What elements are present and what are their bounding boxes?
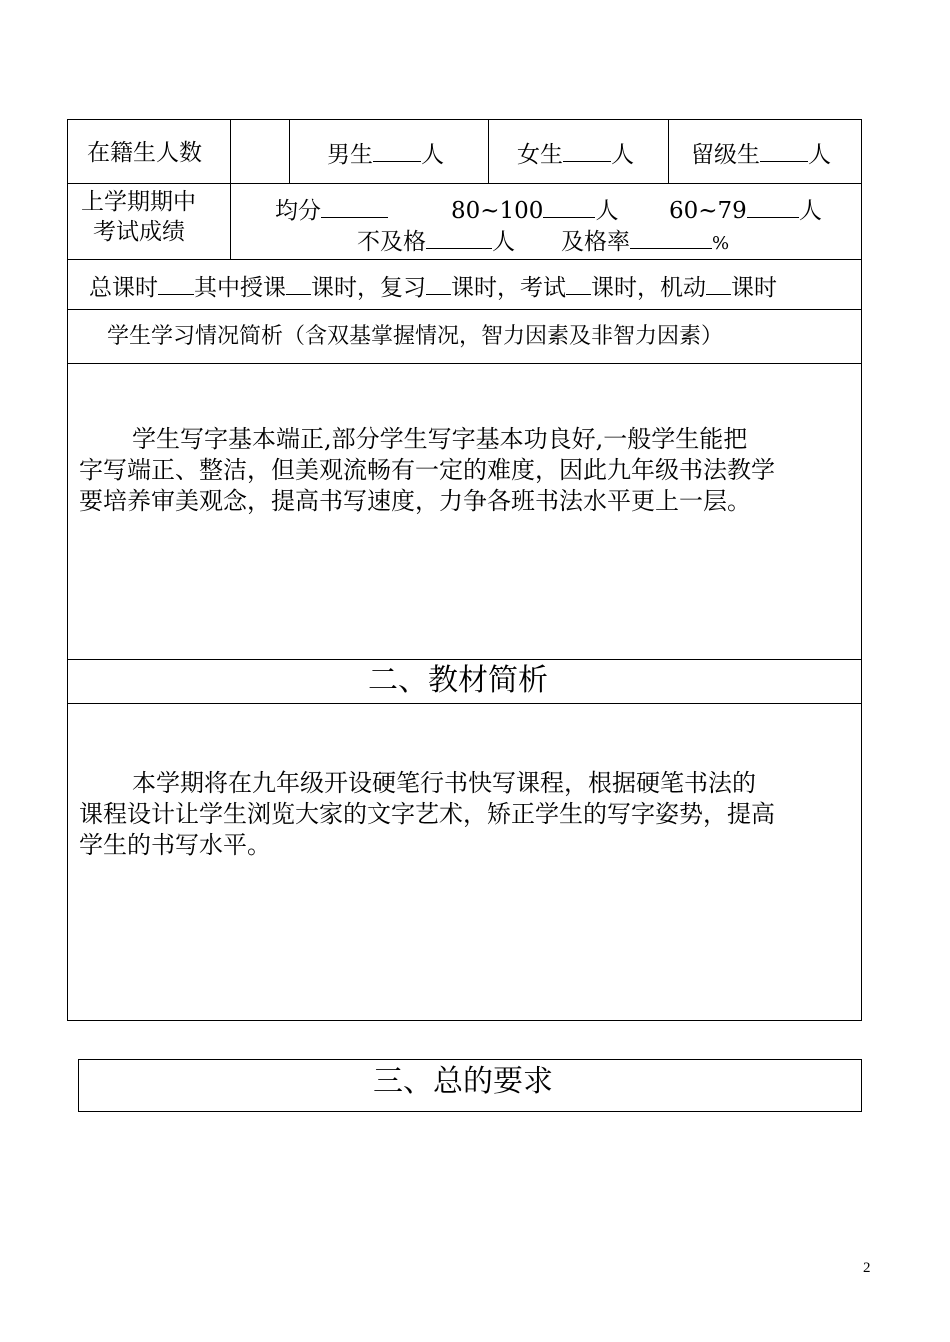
male-label: 男生 bbox=[327, 142, 373, 168]
pass-rate-blank[interactable] bbox=[630, 226, 712, 249]
pass-rate-field bbox=[561, 226, 729, 258]
total-hours-blank[interactable] bbox=[158, 272, 194, 295]
female-blank[interactable] bbox=[563, 139, 611, 162]
average-score-field bbox=[275, 195, 388, 225]
page-number: 2 bbox=[863, 1260, 871, 1276]
female-label: 女生 bbox=[517, 142, 563, 168]
total-hours-label: 总课时 bbox=[89, 275, 158, 301]
section-2-title: 二、教材简析 bbox=[368, 663, 548, 698]
flexible-blank[interactable] bbox=[706, 272, 731, 295]
section-3-title: 三、总的要求 bbox=[373, 1064, 553, 1099]
lecture-blank[interactable] bbox=[286, 272, 311, 295]
fail-count-field bbox=[357, 226, 515, 256]
female-unit: 人 bbox=[611, 142, 634, 168]
hours-label: 课时， bbox=[451, 275, 520, 301]
student-analysis-line: 要培养审美观念，提高书写速度，力争各班书法水平更上一层。 bbox=[79, 487, 751, 515]
lecture-label: 其中授课 bbox=[194, 275, 286, 301]
repeat-label: 留级生 bbox=[691, 142, 760, 168]
exam-blank[interactable] bbox=[566, 272, 591, 295]
exam-label: 考试 bbox=[520, 275, 566, 301]
flexible-label: 机动 bbox=[660, 275, 706, 301]
pass-rate-label: 及格率 bbox=[561, 229, 630, 255]
student-analysis-line: 字写端正、整洁，但美观流畅有一定的难度，因此九年级书法教学 bbox=[79, 456, 775, 484]
row-divider bbox=[67, 659, 862, 660]
cell-divider bbox=[230, 119, 231, 259]
range-60-79-label: 60~79 bbox=[669, 198, 747, 224]
cell-divider bbox=[488, 119, 489, 183]
enrolled-count-label: 在籍生人数 bbox=[87, 140, 202, 166]
fail-blank[interactable] bbox=[426, 226, 492, 249]
material-analysis-line: 课程设计让学生浏览大家的文字艺术，矫正学生的写字姿势，提高 bbox=[79, 800, 775, 828]
average-blank[interactable] bbox=[321, 195, 388, 218]
row-divider bbox=[67, 259, 862, 260]
student-analysis-line: 学生写字基本端正,部分学生写字基本功良好,一般学生能把 bbox=[132, 425, 748, 453]
hours-label: 课时， bbox=[591, 275, 660, 301]
range-60-79-blank[interactable] bbox=[747, 195, 799, 218]
range-80-100-label: 80~100 bbox=[451, 198, 544, 224]
review-blank[interactable] bbox=[426, 272, 451, 295]
fail-label: 不及格 bbox=[357, 229, 426, 255]
female-count-field bbox=[517, 139, 634, 169]
midterm-label-line2: 考试成绩 bbox=[93, 219, 185, 245]
fail-unit: 人 bbox=[492, 229, 515, 255]
material-analysis-line: 学生的书写水平。 bbox=[79, 831, 271, 859]
average-label: 均分 bbox=[275, 198, 321, 224]
midterm-label-line1: 上学期期中 bbox=[81, 189, 196, 215]
row-divider bbox=[67, 309, 862, 310]
material-analysis-line: 本学期将在九年级开设硬笔行书快写课程，根据硬笔书法的 bbox=[132, 769, 756, 797]
row-divider bbox=[67, 183, 862, 184]
class-hours-row bbox=[89, 272, 777, 302]
male-unit: 人 bbox=[421, 142, 444, 168]
hours-end-label: 课时 bbox=[731, 275, 777, 301]
male-blank[interactable] bbox=[373, 139, 421, 162]
row-divider bbox=[67, 703, 862, 704]
review-label: 复习 bbox=[380, 275, 426, 301]
range-80-100-unit: 人 bbox=[595, 198, 619, 224]
row-divider bbox=[67, 363, 862, 364]
range-80-100-field bbox=[451, 195, 618, 225]
hours-label: 课时， bbox=[311, 275, 380, 301]
male-count-field bbox=[327, 139, 444, 169]
cell-divider bbox=[668, 119, 669, 183]
cell-divider bbox=[289, 119, 290, 183]
range-80-100-blank[interactable] bbox=[543, 195, 595, 218]
percent-sign: % bbox=[712, 233, 730, 254]
repeat-blank[interactable] bbox=[760, 139, 808, 162]
repeat-unit: 人 bbox=[808, 142, 831, 168]
range-60-79-field bbox=[669, 195, 822, 225]
range-60-79-unit: 人 bbox=[798, 198, 822, 224]
analysis-heading: 学生学习情况简析（含双基掌握情况，智力因素及非智力因素） bbox=[107, 324, 724, 349]
repeat-count-field bbox=[691, 139, 831, 169]
